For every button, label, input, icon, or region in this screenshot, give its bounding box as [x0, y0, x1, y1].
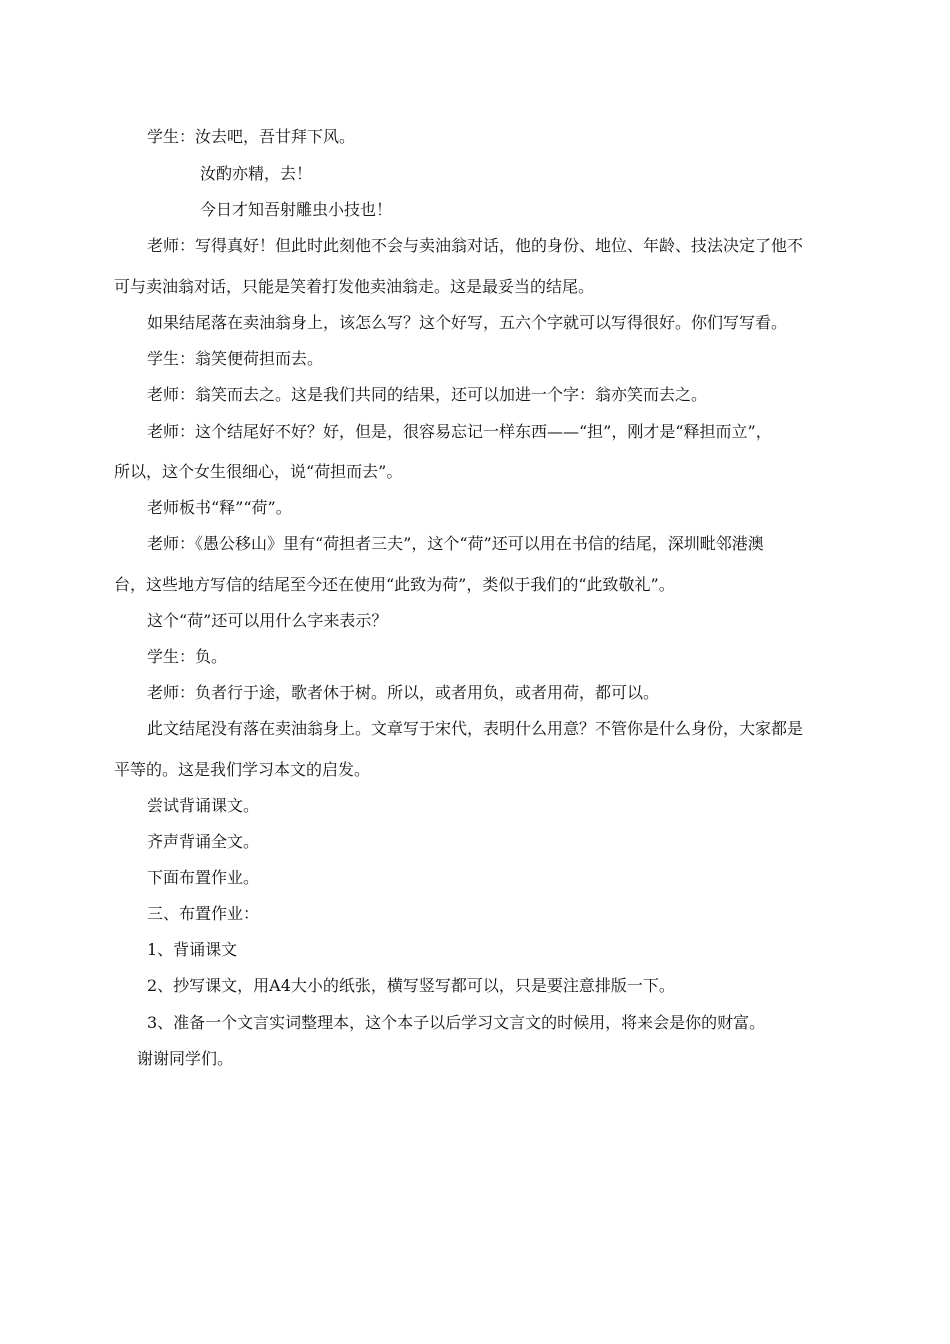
text-line: 齐声背诵全文。	[147, 832, 260, 851]
text-line: 三、布置作业：	[147, 904, 260, 923]
text-line: 学生：汝去吧，吾甘拜下风。	[147, 127, 356, 146]
text-line: 汝酌亦精，去！	[200, 164, 313, 183]
text-line: 谢谢同学们。	[137, 1049, 234, 1068]
text-line: 老师：写得真好！但此时此刻他不会与卖油翁对话，他的身份、地位、年龄、技法决定了他不	[147, 236, 804, 255]
text-line: 可与卖油翁对话，只能是笑着打发他卖油翁走。这是最妥当的结尾。	[114, 277, 595, 296]
text-line: 老师板书“释”“荷”。	[147, 498, 292, 517]
text-line: 老师：负者行于途，歌者休于树。所以，或者用负，或者用荷，都可以。	[147, 683, 660, 702]
text-line: 所以，这个女生很细心，说“荷担而去”。	[114, 462, 403, 481]
text-line: 老师：这个结尾好不好？好，但是，很容易忘记一样东西——“担”，刚才是“释担而立”，	[147, 422, 772, 441]
text-line: 下面布置作业。	[147, 868, 260, 887]
text-line: 如果结尾落在卖油翁身上，该怎么写？这个好写，五六个字就可以写得很好。你们写写看。	[147, 313, 788, 332]
text-line: 今日才知吾射雕虫小技也！	[200, 200, 393, 219]
text-line: 平等的。这是我们学习本文的启发。	[114, 760, 371, 779]
text-line: 2、抄写课文，用A4大小的纸张，横写竖写都可以，只是要注意排版一下。	[147, 976, 675, 995]
text-line: 学生：翁笑便荷担而去。	[147, 349, 324, 368]
text-line: 此文结尾没有落在卖油翁身上。文章写于宋代，表明什么用意？不管你是什么身份，大家都是	[147, 719, 804, 738]
text-line: 尝试背诵课文。	[147, 796, 260, 815]
text-line: 3、准备一个文言实词整理本，这个本子以后学习文言文的时候用，将来会是你的财富。	[147, 1013, 766, 1032]
text-line: 1、背诵课文	[147, 940, 238, 959]
text-line: 老师：翁笑而去之。这是我们共同的结果，还可以加进一个字：翁亦笑而去之。	[147, 385, 708, 404]
text-line: 老师：《愚公移山》里有“荷担者三夫”，这个“荷”还可以用在书信的结尾，深圳毗邻港澳	[147, 534, 764, 553]
text-line: 学生：负。	[147, 647, 228, 666]
text-line: 这个“荷”还可以用什么字来表示？	[147, 611, 388, 630]
text-line: 台，这些地方写信的结尾至今还在使用“此致为荷”，类似于我们的“此致敬礼”。	[114, 575, 675, 594]
